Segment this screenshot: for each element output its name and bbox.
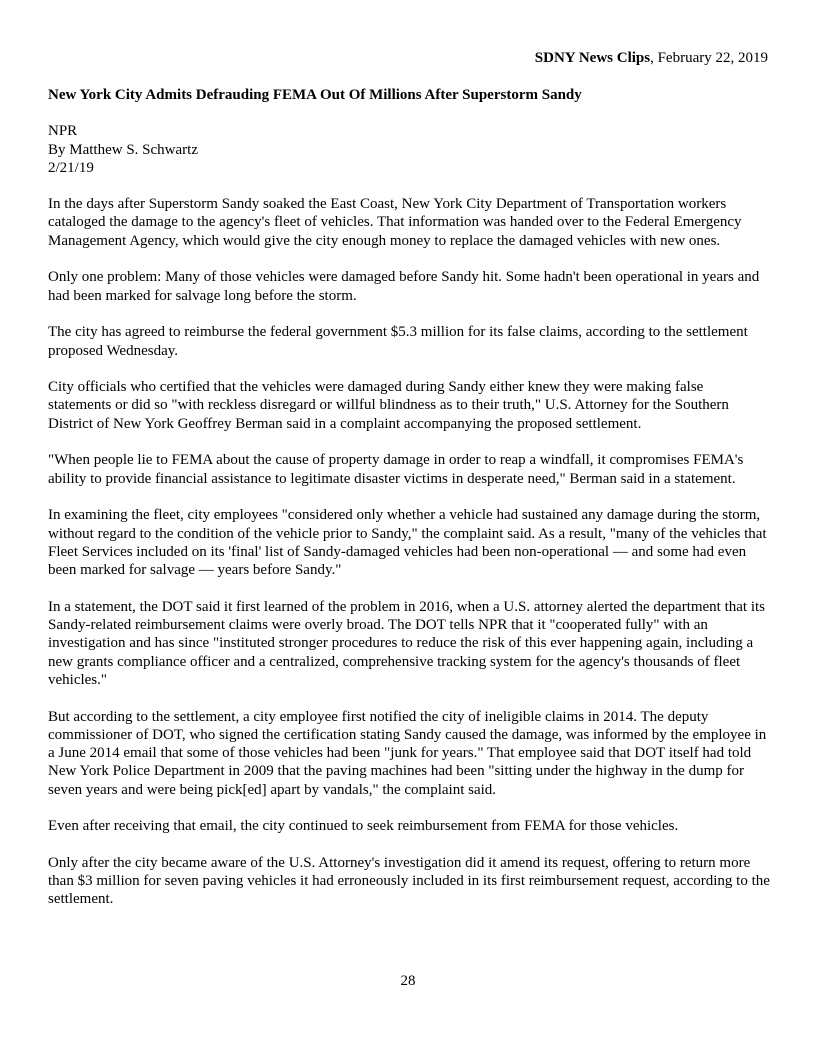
article: [48, 86, 770, 927]
article-paragraph: Only one problem: Many of those vehicles were damaged before Sandy hit. Some hadn't been operational in years and had been marked for salvage long before the storm.: [48, 269, 760, 304]
article-paragraph: In the days after Superstorm Sandy soaked the East Coast, New York City Department of Transportation workers cataloged the damage to the agency's fleet of vehicles. That information was handed over to the Federal Emergency Management Agency, which would give the city enough money to replace the damaged vehicles with new ones.: [48, 196, 742, 249]
article-source: NPR: [48, 123, 78, 140]
header-date: , February 22, 2019: [650, 50, 768, 66]
article-paragraph: Even after receiving that email, the city continued to seek reimbursement from FEMA for those vehicles.: [48, 818, 679, 835]
article-paragraph: The city has agreed to reimburse the federal government $5.3 million for its false claims, according to the settlement proposed Wednesday.: [48, 324, 748, 359]
page-header: [535, 49, 768, 67]
header-outlet: SDNY News Clips: [534, 50, 651, 66]
page-number: 28: [400, 973, 416, 989]
article-date: 2/21/19: [48, 159, 94, 176]
article-paragraph: "When people lie to FEMA about the cause of property damage in order to reap a windfall, it compromises FEMA's ability to provide financial assistance to legitimate disaster victims in desperate need," Berman said in a statement.: [48, 452, 744, 487]
article-byline: By Matthew S. Schwartz: [48, 141, 198, 158]
article-headline: New York City Admits Defrauding FEMA Out Of Millions After Superstorm Sandy: [48, 87, 582, 103]
article-paragraph: In a statement, the DOT said it first learned of the problem in 2016, when a U.S. attorney alerted the department that its Sandy-related reimbursement claims were overly broad. The DOT tells NPR that it "cooperated fully" with an investigation and has since "instituted stronger procedures to reduce the risk of this ever happening again, including a new grants compliance officer and a centralized, comprehensive tracking system for the agency's thousands of fleet vehicles.": [48, 598, 766, 688]
article-meta: [48, 122, 770, 177]
article-paragraph: City officials who certified that the vehicles were damaged during Sandy either knew they were making false statements or did so "with reckless disregard or willful blindness as to their truth," U.S. Attorney for the Southern District of New York Geoffrey Berman said in a complaint accompanying the proposed settlement.: [48, 379, 729, 432]
article-paragraph: But according to the settlement, a city employee first notified the city of ineligible claims in 2014. The deputy commissioner of DOT, who signed the certification stating Sandy caused the damage, was informed by the employee in a June 2014 email that some of those vehicles had been "junk for years." That employee said that DOT itself had told New York Police Department in 2009 that the paving machines had been "sitting under the highway in the dump for seven years and were being pick[ed] apart by vandals," the complaint said.: [48, 708, 767, 798]
article-paragraph: In examining the fleet, city employees "considered only whether a vehicle had sustained any damage during the storm, without regard to the condition of the vehicle prior to Sandy," the complaint said. As a result, "many of the vehicles that Fleet Services included on its 'final' list of Sandy-damaged vehicles had been non-operational — and some had even been marked for salvage — years before Sandy.": [48, 507, 767, 579]
article-paragraph: Only after the city became aware of the U.S. Attorney's investigation did it amend its request, offering to return more than $3 million for seven paving vehicles it had erroneously included in its first reimbursement request, according to the settlement.: [48, 854, 770, 908]
